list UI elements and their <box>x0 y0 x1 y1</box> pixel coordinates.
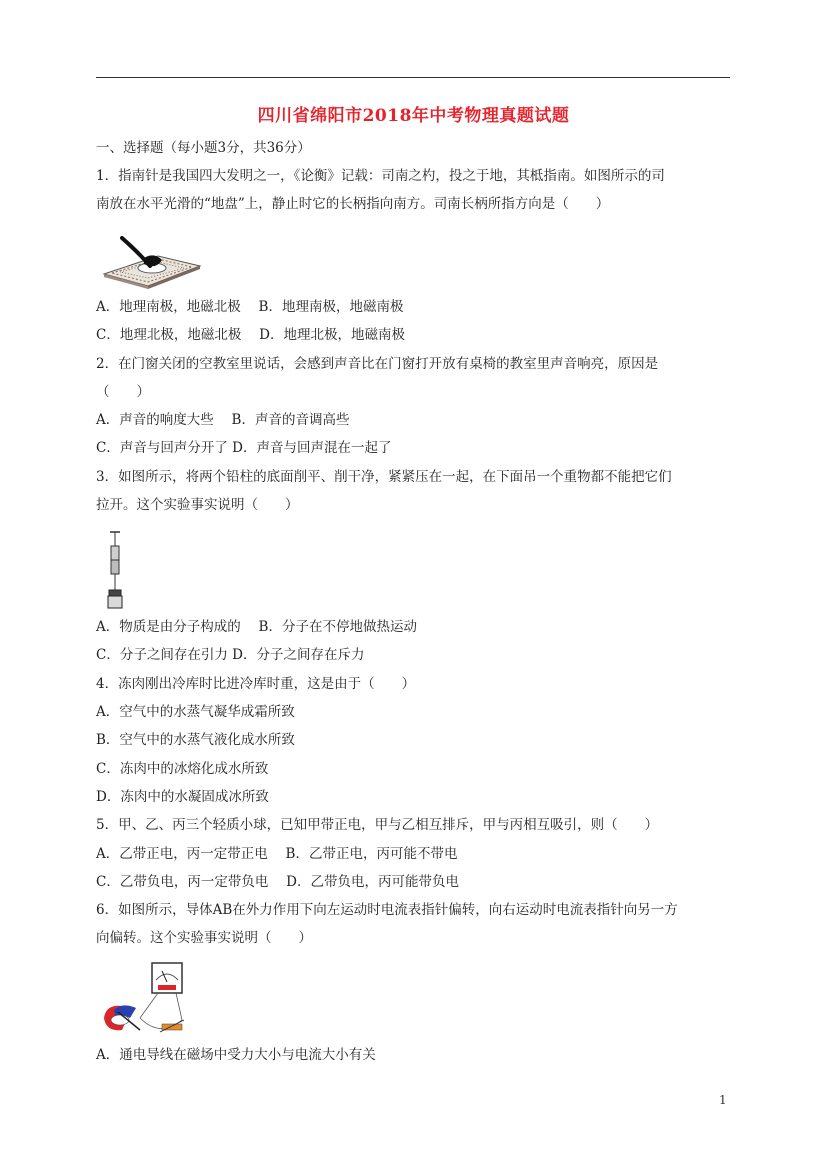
q4-stem: 4．冻肉刚出冷库时比进冷库时重，这是由于（ ） <box>96 676 416 692</box>
q6-option-a: A．通电导线在磁场中受力大小与电流大小有关 <box>96 1047 376 1063</box>
lead-cylinders-figure <box>104 528 126 612</box>
q1-stem-line1: 1．指南针是我国四大发明之一，《论衡》记载：司南之杓，投之于地，其柢指南。如图所示的司 <box>96 168 665 184</box>
q2-options-cd: C．声音与回声分开了 D．声音与回声混在一起了 <box>96 440 392 456</box>
q5-options-ab: A．乙带正电，丙一定带正电 B．乙带正电，丙可能不带电 <box>96 846 458 862</box>
q6-stem-line1: 6．如图所示，导体AB在外力作用下向左运动时电流表指针偏转，向右运动时电流表指针向另一方 <box>96 902 678 918</box>
q1-options-ab: A．地理南极，地磁北极 B．地理南极，地磁南极 <box>96 299 404 315</box>
compass-sinan-figure <box>100 228 204 290</box>
page-number: 1 <box>719 1093 727 1107</box>
q5-options-cd: C．乙带负电，丙一定带负电 D．乙带负电，丙可能带负电 <box>96 874 459 890</box>
q2-options-ab: A．声音的响度大些 B．声音的音调高些 <box>96 412 350 428</box>
q4-option-c: C．冻肉中的冰熔化成水所致 <box>96 761 269 777</box>
header-rule <box>96 77 730 78</box>
q3-stem-line1: 3．如图所示，将两个铅柱的底面削平、削干净，紧紧压在一起，在下面吊一个重物都不能把它们 <box>96 469 672 485</box>
q6-stem-line2: 向偏转。这个实验事实说明（ ） <box>96 930 312 946</box>
q3-options-ab: A．物质是由分子构成的 B．分子在不停地做热运动 <box>96 619 417 635</box>
q2-stem-line1: 2．在门窗关闭的空教室里说话，会感到声音比在门窗打开放有桌椅的教室里声音响亮，原因是 <box>96 356 659 372</box>
q4-option-d: D．冻肉中的水凝固成冰所致 <box>96 789 269 805</box>
q1-options-cd: C．地理北极，地磁北极 D．地理北极，地磁南极 <box>96 327 405 343</box>
q3-options-cd: C．分子之间存在引力 D．分子之间存在斥力 <box>96 647 365 663</box>
q2-stem-line2: （ ） <box>96 384 150 400</box>
q3-stem-line2: 拉开。这个实验事实说明（ ） <box>96 497 299 513</box>
q4-option-a: A．空气中的水蒸气凝华成霜所致 <box>96 704 295 720</box>
electromagnetic-induction-figure <box>100 960 196 1036</box>
q1-stem-line2: 南放在水平光滑的“地盘”上，静止时它的长柄指向南方。司南长柄所指方向是（ ） <box>96 196 610 212</box>
q4-option-b: B．空气中的水蒸气液化成水所致 <box>96 732 295 748</box>
section-heading: 一、选择题（每小题3分，共36分） <box>96 140 311 156</box>
page-title: 四川省绵阳市2018年中考物理真题试题 <box>257 106 570 126</box>
q5-stem: 5．甲、乙、丙三个轻质小球，已知甲带正电，甲与乙相互排斥，甲与丙相互吸引，则（ ） <box>96 817 659 833</box>
